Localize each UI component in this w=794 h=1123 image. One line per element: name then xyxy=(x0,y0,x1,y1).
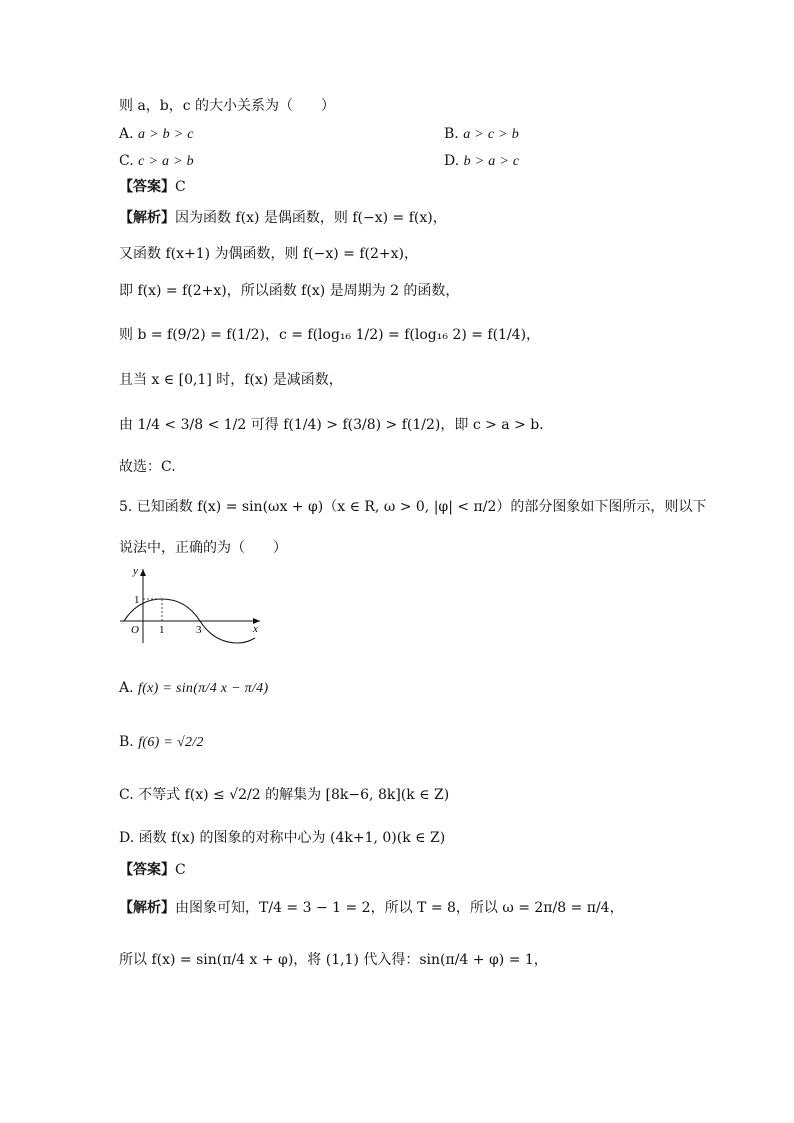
option-letter: C. xyxy=(119,153,134,169)
option-letter: D. xyxy=(119,830,135,846)
option-letter: A. xyxy=(119,680,134,696)
y-tick-1: 1 xyxy=(134,594,140,606)
answer-tag: 【答案】 xyxy=(119,179,175,195)
q5-option-d xyxy=(119,828,445,848)
answer-value: C xyxy=(175,862,186,878)
q4-analysis-line-3: 即 f(x) = f(2+x)，所以函数 f(x) 是周期为 2 的函数， xyxy=(119,283,460,299)
q5-stem-line-2: 说法中，正确的为（ ） xyxy=(119,540,287,556)
q5-analysis-line-2: 所以 f(x) = sin(π/4 x + φ)，将 (1,1) 代入得：sin(π/4 + φ) = 1， xyxy=(119,952,548,968)
option-letter: D. xyxy=(444,153,460,169)
q5-option-a xyxy=(119,678,268,699)
q4-option-a xyxy=(119,124,194,145)
q4-analysis-line-1 xyxy=(119,208,447,228)
option-letter: B. xyxy=(444,126,459,142)
analysis-tag: 【解析】 xyxy=(119,210,175,226)
option-text: a > c > b xyxy=(463,127,520,142)
x-tick-1: 1 xyxy=(159,624,165,636)
q4-analysis-line-2: 又函数 f(x+1) 为偶函数，则 f(−x) = f(2+x)， xyxy=(119,246,418,262)
q4-conclusion: 故选：C. xyxy=(119,459,176,475)
answer-value: C xyxy=(175,179,186,195)
q4-answer xyxy=(119,177,186,197)
option-letter: A. xyxy=(119,126,134,142)
q5-option-b xyxy=(119,732,204,753)
q4-analysis-line-5: 且当 x ∈ [0,1] 时，f(x) 是减函数， xyxy=(119,372,343,388)
q5-answer xyxy=(119,860,186,880)
q5-option-c xyxy=(119,785,449,805)
q4-analysis-line-4: 则 b = f(9/2) = f(1/2)，c = f(log₁₆ 1/2) = f(log₁₆ 2) = f(1/4)， xyxy=(119,327,541,343)
analysis-text: 由图象可知，T/4 = 3 − 1 = 2，所以 T = 8，所以 ω = 2π/8 = π/4， xyxy=(175,900,624,916)
analysis-text: 因为函数 f(x) 是偶函数，则 f(−x) = f(x)， xyxy=(175,210,447,226)
option-letter: C. xyxy=(119,787,134,803)
q5-analysis-line-1 xyxy=(119,898,624,918)
q4-option-b xyxy=(444,124,519,145)
q4-analysis-line-6: 由 1/4 < 3/8 < 1/2 可得 f(1/4) > f(3/8) > f(1/2)，即 c > a > b． xyxy=(119,417,554,433)
option-text: f(6) = √2/2 xyxy=(138,735,204,750)
q5-stem-line-1: 5. 已知函数 f(x) = sin(ωx + φ)（x ∈ R, ω > 0, |φ| < π/2）的部分图象如下图所示，则以下 xyxy=(119,499,707,515)
x-tick-3: 3 xyxy=(196,624,202,636)
origin-label: O xyxy=(131,624,139,636)
option-text: f(x) = sin(π/4 x − π/4) xyxy=(138,681,269,696)
x-axis-label: x xyxy=(253,623,258,635)
q4-option-c xyxy=(119,151,194,172)
q4-option-d xyxy=(444,151,519,172)
option-text: 不等式 f(x) ≤ √2/2 的解集为 [8k−6, 8k](k ∈ Z) xyxy=(138,787,450,803)
analysis-tag: 【解析】 xyxy=(119,900,175,916)
answer-tag: 【答案】 xyxy=(119,862,175,878)
option-text: a > b > c xyxy=(138,127,194,142)
y-axis-label: y xyxy=(133,565,138,577)
option-text: b > a > c xyxy=(463,154,520,169)
sine-graph xyxy=(115,565,265,645)
option-text: 函数 f(x) 的图象的对称中心为 (4k+1, 0)(k ∈ Z) xyxy=(138,830,446,846)
option-letter: B. xyxy=(119,734,134,750)
option-text: c > a > b xyxy=(138,154,194,169)
y-axis-arrow xyxy=(140,569,146,576)
q4-stem: 则 a，b，c 的大小关系为（ ） xyxy=(119,98,336,114)
